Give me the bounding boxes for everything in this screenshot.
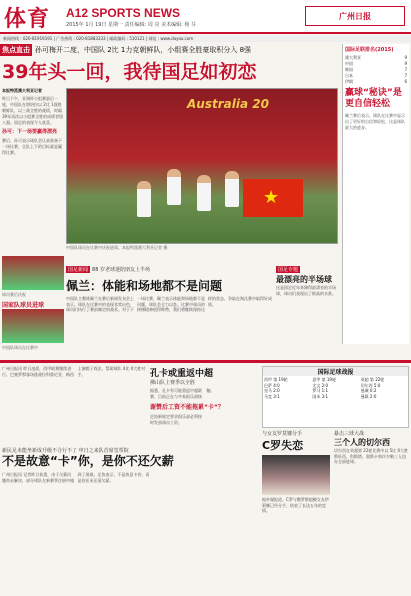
- table-column: 西甲 第 19轮 巴萨 4:0 皇马 2:0 马竞 3:1: [264, 377, 288, 399]
- star-icon: ★: [263, 187, 280, 208]
- page-title: 体育: [4, 6, 51, 32]
- section-tag: 国足新闻: [68, 267, 89, 273]
- section-title: A12 SPORTS NEWS: [66, 6, 181, 20]
- bottom-middle-article: [150, 366, 260, 594]
- article-kicker: 暴击三球大战: [334, 431, 365, 437]
- main-photo: [66, 88, 338, 244]
- sub-headline: 最漂亮的半场球: [276, 275, 332, 284]
- article-headline: 不是故意“卡”你，是你不还欠薪: [2, 454, 174, 468]
- issue-date: 2015年 1月 19日 星期一 责任编辑: 周 亮 美术编辑: 杨 芬: [66, 22, 196, 28]
- article-body: 切尔西在英超第 22轮比赛中以 5比 0大胜斯旺西，科斯塔、奥斯卡和许尔勒三人包办全部进球。: [334, 448, 408, 464]
- article-body-2: 广州日报讯 记者昨日获悉，由于欠薪问题尚未解决，部分球队在新赛季注册中遇到了困难。足协表示，不是故意卡你，而是你还未还清欠薪。: [2, 472, 150, 483]
- article-body: 广州日报讯 昨日凌晨，西甲联赛继续进行。巴塞罗那客场挑战拉科鲁尼亚，梅西上演帽子戏法，帮助球队 4比 0大胜对手。: [2, 366, 146, 377]
- article-headline: C罗失恋: [262, 439, 304, 452]
- article-body: 昨日下午，亚洲杯小组赛最后一轮，中国队在堪培拉以 2比 1战胜朝鲜队，以三战全胜的战绩，时隔 39年再次以小组赛全胜的成绩晋级八强。国足的表现令人欣喜。: [2, 96, 64, 125]
- small-photo-caption: 球员赛后庆祝: [2, 292, 26, 297]
- small-photo: [2, 256, 64, 290]
- table-title: 国际足球战报: [263, 367, 408, 376]
- table-row: 中国 9: [345, 61, 407, 66]
- chelsea-article: [334, 430, 409, 594]
- side-body: 佩兰赛后表示，球队在比赛中显示出了更好的自信和轻松，这是球队最大的进步。: [345, 113, 405, 130]
- results-table: [262, 366, 409, 428]
- article-kicker: 新民足未能坐新成升级不合行不了 申日之来队首席签票院: [2, 448, 129, 454]
- article-body: 据外媒报道，C罗与俄罗斯超模女友伊莉娜已经分手，结束了长达五年的恋情。: [262, 497, 329, 513]
- kicker-tag: 焦点直击: [2, 46, 30, 54]
- small-photo-caption: 中国队球员在比赛中: [2, 345, 38, 350]
- kicker-bar: [0, 44, 340, 56]
- newspaper-logo: 广州日报: [305, 6, 405, 26]
- main-headline: 39年头一回，我待国足如初恋: [2, 61, 257, 83]
- table-row: 韩国 7: [345, 67, 407, 72]
- article-body-2: 赛后，孙可表示球队会认真准备下一场比赛，全队上下的目标就是赢得比赛。: [2, 138, 62, 155]
- table-column: 意甲 第 19轮 尤文 2:0 罗马 1:1 国米 3:1: [312, 377, 336, 399]
- masthead: [0, 0, 411, 34]
- article-subhead: 佛山队上赛季以全胜: [150, 380, 196, 386]
- sub-body: 中国队主教练佩兰在赛后新闻发布会上表示，球队在比赛中的表现非常出色，球员们执行了赛前制定的战术。对于下一场比赛，佩兰表示体能和场地都不是问题，球队会全力以赴。比赛中球员的拼搏精神值得称赞，我们将继续保持这样的状态，争取在淘汰赛中取得好成绩。: [66, 296, 272, 312]
- ranking-title: 国际足联排名(2015): [345, 47, 394, 53]
- side-headline: 赢球“秘诀”是更自信轻松: [345, 88, 402, 109]
- section-tag: 国足专题: [278, 267, 299, 273]
- player-figure: [225, 171, 239, 207]
- right-column: [342, 44, 409, 344]
- kicker-text: 孙可梅开二度，中国队 2比 1力克朝鲜队，小组赛全胜豪取积分入 8强: [35, 46, 252, 54]
- article-headline: 三个人的切尔西: [334, 438, 390, 447]
- sub-headline: 佩兰：体能和场地都不是问题: [66, 279, 223, 293]
- article-subhead: 孙可：下一场要赢得漂亮: [2, 129, 58, 135]
- article-headline: 孔卡或重返中超: [150, 369, 214, 379]
- left-column: [2, 88, 64, 253]
- info-bar: 新闻热线 : 020-81919191 | 广告热线 : 020-81883333 | 邮政编码 : 510121 | 网址 : www.dayoo.com: [0, 35, 411, 42]
- photo-caption: 中国队球员在比赛中庆祝进球。本报特派澳大利亚记者 摄: [66, 245, 168, 250]
- section-divider: [0, 360, 411, 363]
- sub-article-2: [276, 256, 340, 356]
- article-body-2: 足协新规定要求俱乐部必须按时发放球员工资。: [150, 414, 202, 425]
- table-row: 澳大利亚 9: [345, 55, 407, 60]
- c-ronaldo-article: [262, 430, 332, 594]
- sub-article-1: [66, 256, 276, 356]
- player-figure: [197, 175, 211, 211]
- player-figure: [167, 169, 181, 205]
- article-body: 据悉，孔卡有可能重返中超联赛，目前正在与多家俱乐部接触。: [150, 388, 215, 399]
- article-kicker: 与女友罗莫娜分手: [262, 431, 303, 437]
- small-photo: [2, 309, 64, 343]
- small-photo-column: [2, 256, 64, 356]
- sub-kicker: 88 岁老球迷陪朋友上半场: [92, 267, 150, 273]
- ranking-table: [343, 55, 409, 85]
- stadium-banner: Australia 20: [187, 97, 269, 111]
- byline: 本报特派澳大利亚记者: [2, 88, 42, 93]
- article-photo: [262, 455, 330, 495]
- table-column: 英超 第 22轮 切尔西 5:0 曼城 0:2 曼联 2:0: [360, 377, 385, 399]
- article-subhead-2: 谢赞后工资不能拖累“卡”？: [150, 404, 224, 411]
- table-row: 伊朗 6: [345, 79, 407, 84]
- player-figure: [137, 181, 151, 217]
- sub-body: 这是国足近年来踢得最漂亮的半场球，球员们表现出了极高的水准。: [276, 285, 336, 296]
- table-row: 日本 7: [345, 73, 407, 78]
- small-photo-tag: 国家队球员进球: [2, 302, 45, 309]
